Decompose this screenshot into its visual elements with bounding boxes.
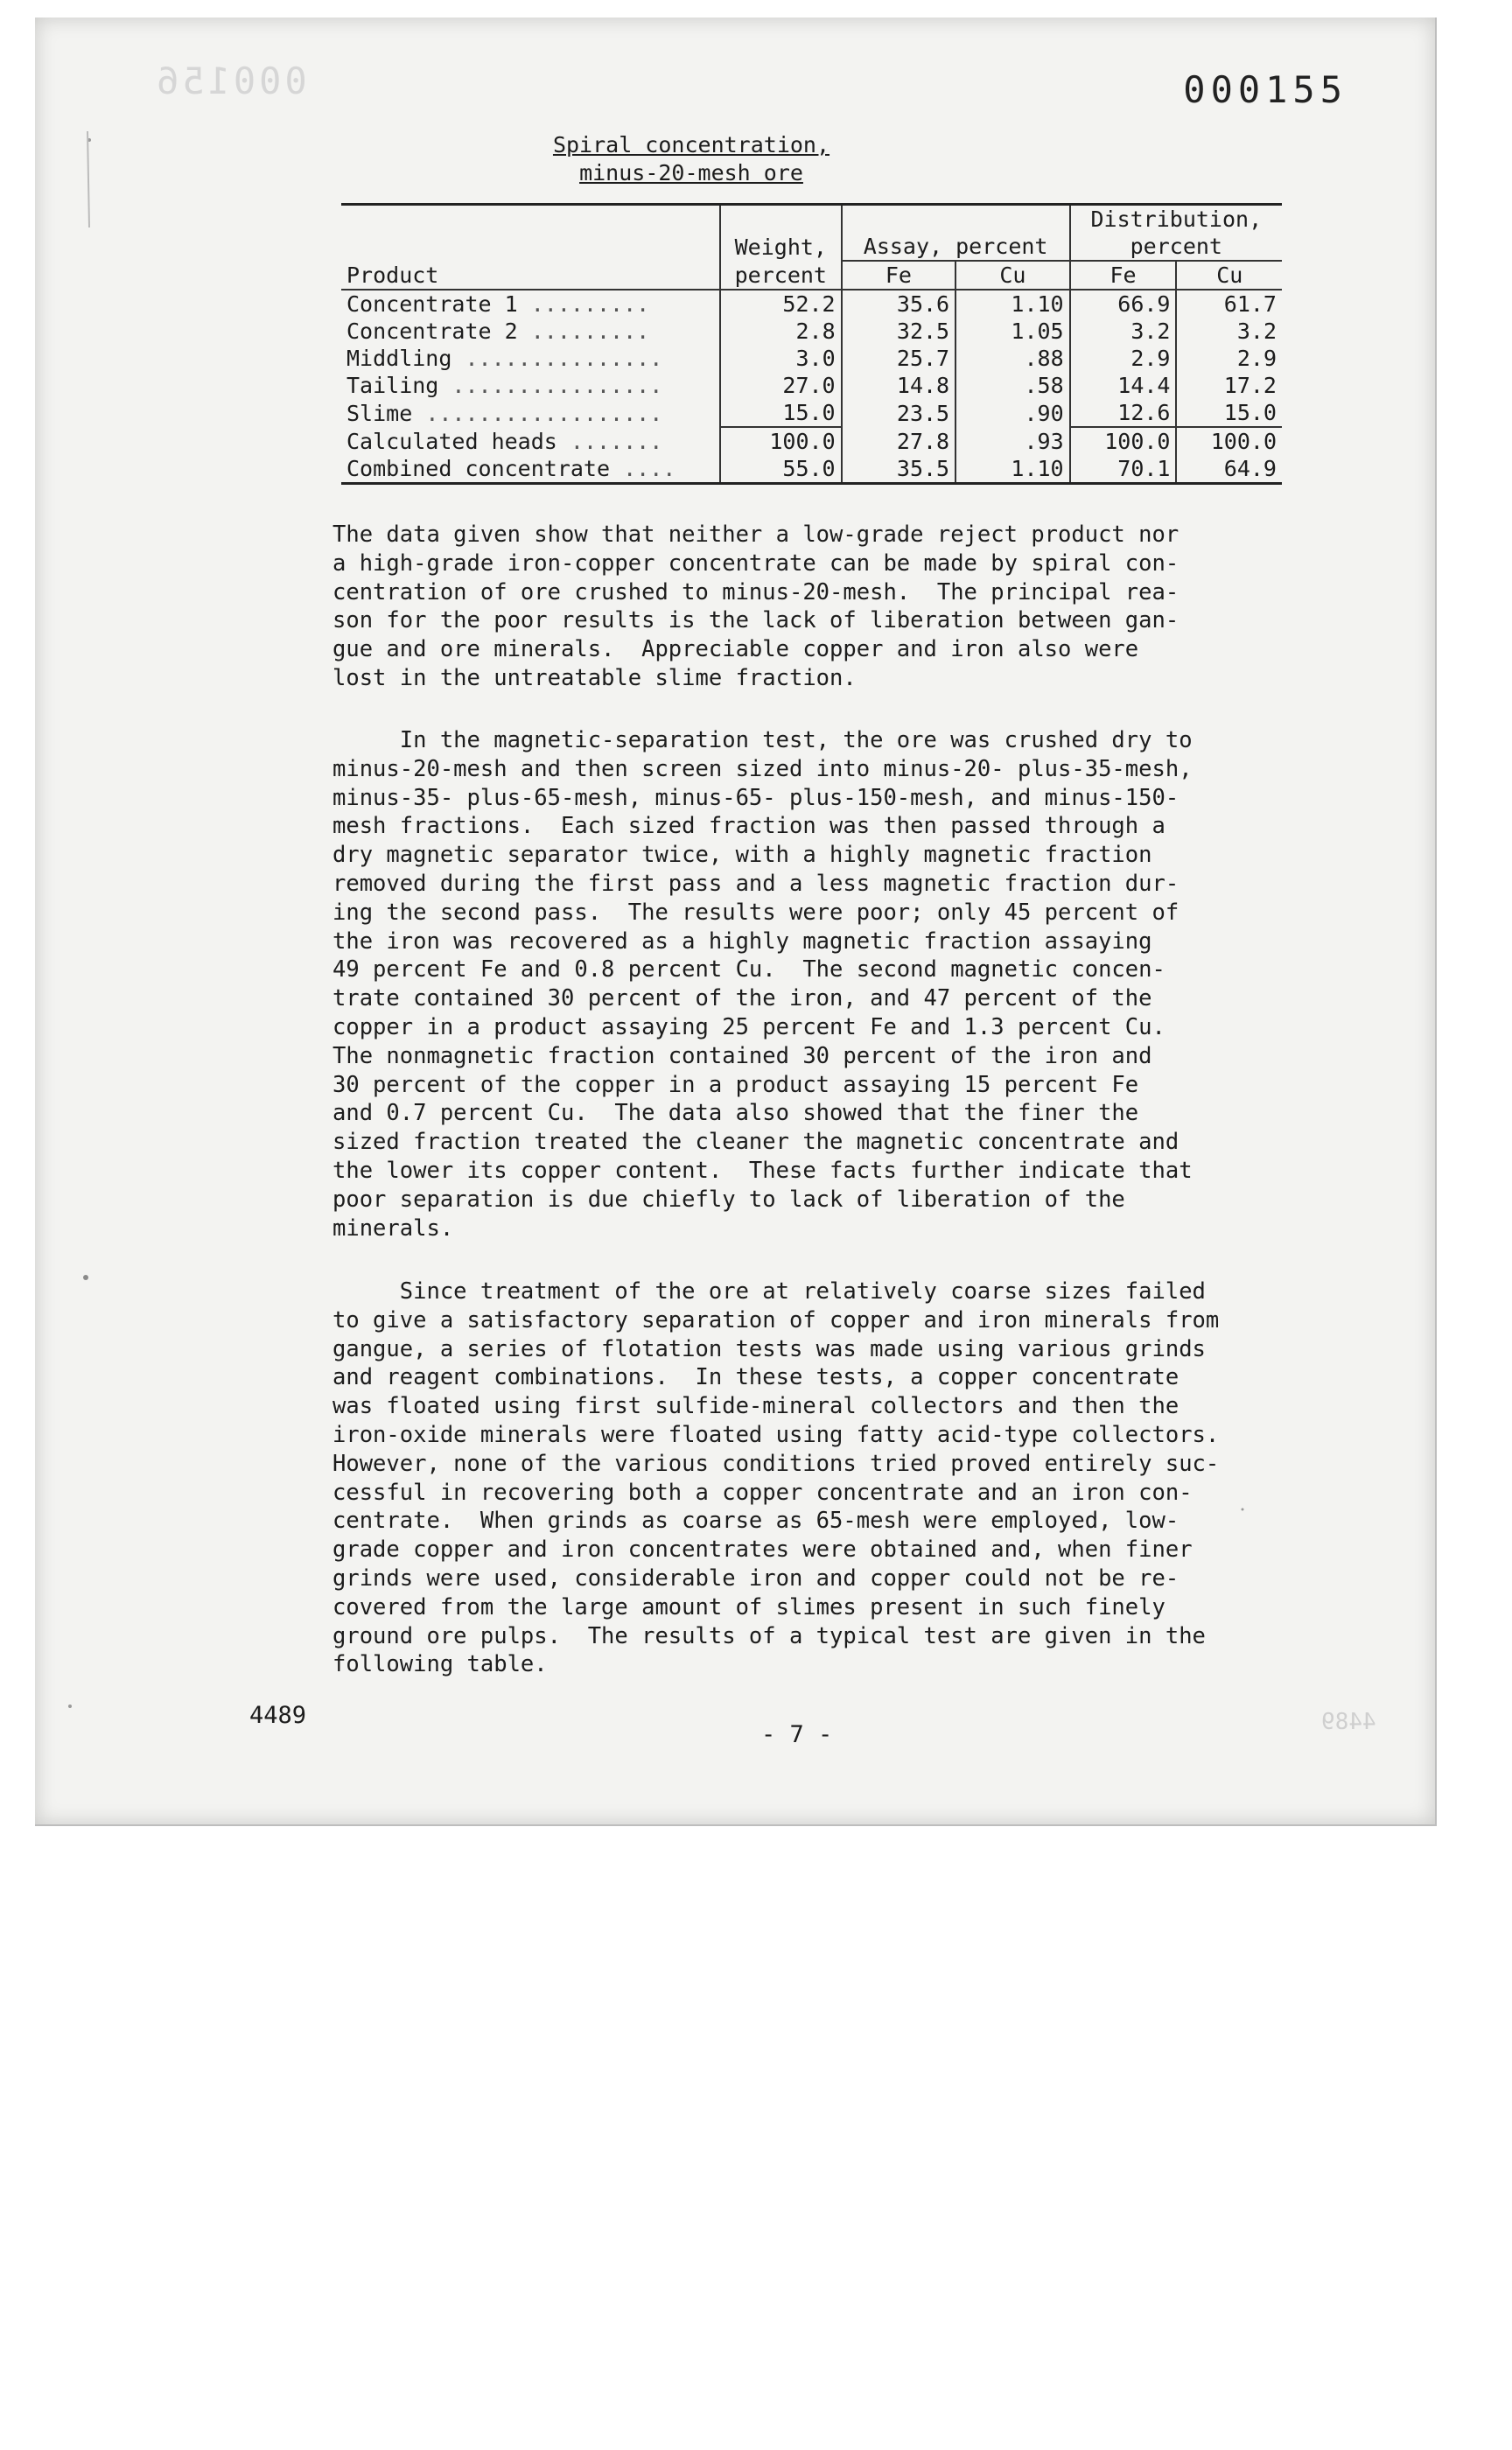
leader-dots: ....... [570,428,663,454]
col-header-distribution-2: percent [1070,233,1282,261]
cell-dist-cu: 3.2 [1176,318,1282,345]
cell-assay-fe: 32.5 [842,318,956,345]
cell-dist-fe: 14.4 [1070,372,1177,399]
cell-weight: 55.0 [720,455,842,484]
table-row [341,399,1282,427]
cell-assay-cu: 1.05 [956,318,1070,345]
cell-weight: 3.0 [720,345,842,372]
cell-weight: 52.2 [720,290,842,318]
cell-weight: 2.8 [720,318,842,345]
col-header-weight-line2: percent [720,261,842,290]
cell-assay-cu: .58 [956,372,1070,399]
leader-dots: .................. [425,400,663,426]
cell-dist-fe: 66.9 [1070,290,1177,318]
bleed-through-page-number: 000156 [153,60,307,102]
page-number-top: 000155 [1183,68,1348,111]
cell-assay-cu: .88 [956,345,1070,372]
cell-dist-fe: 2.9 [1070,345,1177,372]
cell-assay-cu: .93 [956,427,1070,455]
bleed-through-code: 4489 [1321,1709,1376,1735]
cell-assay-fe: 23.5 [842,399,956,427]
table-row [341,290,1282,318]
col-header-dist-fe: Fe [1070,261,1177,290]
col-header-product: Product [341,205,720,290]
table-title: Spiral concentration, [552,132,830,158]
col-header-assay-cu: Cu [956,261,1070,290]
cell-assay-cu: .90 [956,399,1070,427]
row-product: Combined concentrate [346,456,611,481]
leader-dots: ......... [530,318,650,344]
paragraph-flotation: Since treatment of the ore at relatively coarse sizes failed to give a satisfactory separation of copper and iron minerals from gangue, a series of flotation tests was made using various grinds and reagent combinations. In these tests, a copper concentrate was floated using first sulfide-mineral collectors and then the iron-oxide minerals were floated using fatty acid-type collectors. However, none of the various conditions tried proved entirely suc- cessful in recovering both a copper concentrate and an iron con- centrate. When grinds as coarse as 65-mesh were employed, low- grade copper and iron concentrates were obtained and, when finer grinds were used, considerable iron and copper could not be re- covered from the large amount of slimes present in such finely ground ore pulps. The results of a typical test are given in the following table. [332,1278,1220,1678]
cell-dist-fe: 12.6 [1070,399,1177,427]
cell-dist-fe: 3.2 [1070,318,1177,345]
cell-dist-fe: 70.1 [1070,455,1177,484]
cell-weight: 27.0 [720,372,842,399]
paragraph-spiral-summary: The data given show that neither a low-grade reject product nor a high-grade iron-copper concentrate can be made by spiral con- centration of ore crushed to minus-20-mesh. The principal rea- son for the poor results is the lack of liberation between gan- gue and ore minerals. Appreciable copper and iron also were lost in the untreatable slime fraction. [332,522,1180,691]
row-product: Tailing [346,373,439,398]
cell-dist-cu: 2.9 [1176,345,1282,372]
col-header-weight-line1: Weight, [720,233,842,261]
cell-assay-fe: 27.8 [842,427,956,455]
row-product: Concentrate 1 [346,291,518,317]
table-row [341,427,1282,455]
col-header-assay: Assay, percent [842,233,1070,261]
cell-assay-fe: 35.5 [842,455,956,484]
table-row [341,318,1282,345]
scanned-page [35,18,1437,1826]
col-header-assay-spacer [842,205,1070,234]
row-product: Slime [346,400,413,426]
leader-dots: ......... [530,291,650,317]
spiral-concentration-table-block [341,131,1282,485]
cell-dist-cu: 100.0 [1176,427,1282,455]
table-row [341,345,1282,372]
cell-dist-cu: 61.7 [1176,290,1282,318]
cell-weight: 100.0 [720,427,842,455]
cell-assay-cu: 1.10 [956,455,1070,484]
col-header-distribution-1: Distribution, [1070,205,1282,234]
leader-dots: ............... [465,346,663,371]
leader-dots: ................ [452,373,663,398]
table-row [341,372,1282,399]
leader-dots: .... [623,456,676,481]
row-product: Concentrate 2 [346,318,518,344]
cell-dist-cu: 64.9 [1176,455,1282,484]
table-subtitle: minus-20-mesh ore [579,160,803,186]
col-header-weight-1 [720,205,842,234]
cell-weight: 15.0 [720,399,842,427]
paragraph-magnetic-separation: In the magnetic-separation test, the ore was crushed dry to minus-20-mesh and then screen sized into minus-20- plus-35-mesh, minus-35- plus-65-mesh, minus-65- plus-150-mesh, and minus-150- mesh fractions. Each sized fraction was then passed through a dry magnetic separator twice, with a highly magnetic fraction removed during the first pass and a less magnetic fraction dur- ing the second pass. The results were poor; only 45 percent of the iron was recovered as a highly magnetic fraction assaying 49 percent Fe and 0.8 percent Cu. The second magnetic concen- trate contained 30 percent of the iron, and 47 percent of the copper in a product assaying 25 percent Fe and 1.3 percent Cu. The nonmagnetic fraction contained 30 percent of the iron and 30 percent of the copper in a product assaying 15 percent Fe and 0.7 percent Cu. The data also showed that the finer the sized fraction treated the cleaner the magnetic concentrate and the lower its copper content. These facts further indicate that poor separation is due chiefly to lack of liberation of the minerals. [332,727,1193,1242]
col-header-assay-fe: Fe [842,261,956,290]
page-number-bottom: - 7 - [761,1721,833,1748]
row-product: Calculated heads [346,428,557,454]
cell-dist-cu: 17.2 [1176,372,1282,399]
document-code: 4489 [249,1702,307,1729]
cell-assay-fe: 25.7 [842,345,956,372]
cell-dist-cu: 15.0 [1176,399,1282,427]
cell-assay-cu: 1.10 [956,290,1070,318]
row-product: Middling [346,346,452,371]
cell-assay-fe: 35.6 [842,290,956,318]
cell-assay-fe: 14.8 [842,372,956,399]
results-table [341,203,1282,485]
col-header-dist-cu: Cu [1176,261,1282,290]
table-row [341,455,1282,484]
cell-dist-fe: 100.0 [1070,427,1177,455]
